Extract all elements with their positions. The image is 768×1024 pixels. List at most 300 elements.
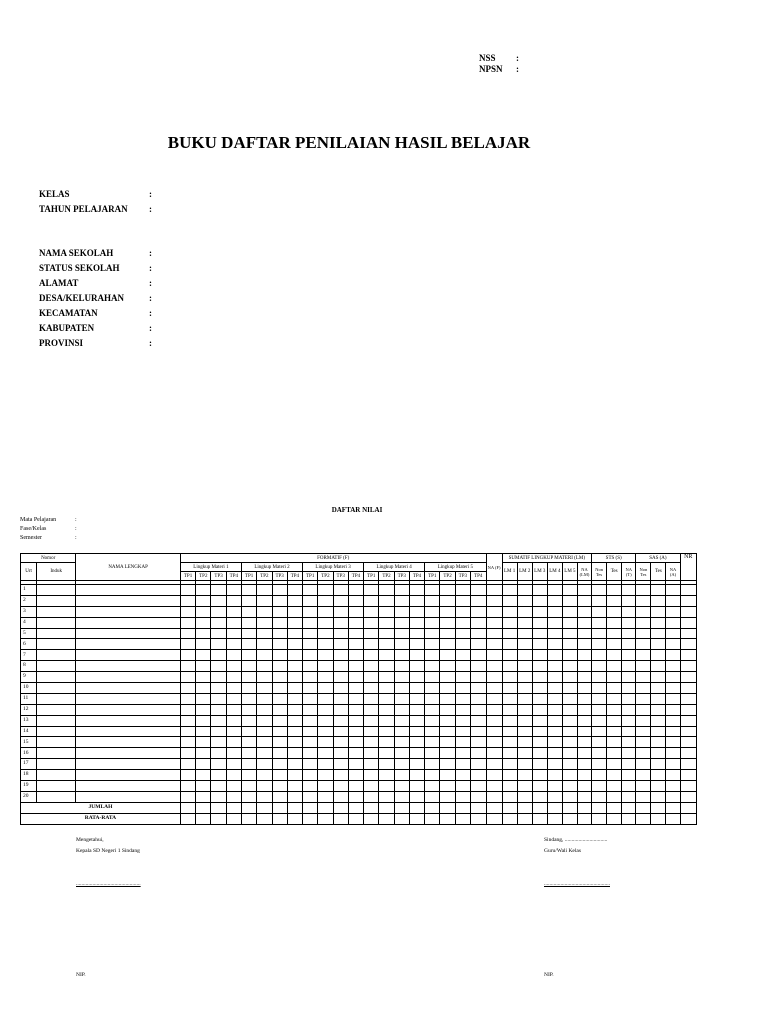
grade-cell	[180, 726, 195, 737]
grade-cell	[680, 606, 696, 617]
grade-cell	[318, 748, 333, 759]
grade-cell	[470, 672, 486, 683]
grade-cell	[440, 704, 455, 715]
grade-cell	[180, 628, 195, 639]
grade-cell	[318, 585, 333, 596]
grade-cell	[364, 639, 379, 650]
info-colon: :	[149, 307, 152, 318]
grade-cell	[440, 802, 455, 813]
grade-cell	[211, 802, 226, 813]
grade-cell	[440, 672, 455, 683]
grade-cell	[409, 639, 424, 650]
grade-cell	[379, 737, 394, 748]
grade-cell	[76, 672, 181, 683]
grade-cell	[532, 672, 547, 683]
grade-cell	[196, 737, 211, 748]
grade-cell	[486, 683, 502, 694]
grade-cell	[318, 715, 333, 726]
grade-cell	[607, 704, 622, 715]
grade-cell	[577, 628, 591, 639]
grade-cell	[517, 748, 532, 759]
grade-cell	[502, 628, 517, 639]
grade-cell	[287, 759, 302, 770]
grade-cell	[455, 715, 470, 726]
grade-cell	[272, 585, 287, 596]
grade-cell	[455, 606, 470, 617]
grade-cell	[517, 628, 532, 639]
table-row	[21, 661, 697, 672]
grade-cell	[37, 715, 76, 726]
grade-cell	[348, 770, 363, 781]
grade-cell	[666, 748, 680, 759]
grade-cell	[607, 693, 622, 704]
col-header-lingkup-materi: Lingkup Materi 2	[241, 563, 302, 572]
grade-cell	[348, 748, 363, 759]
grade-cell	[409, 672, 424, 683]
grade-cell	[636, 781, 651, 792]
grade-cell	[547, 595, 562, 606]
grade-cell	[226, 726, 241, 737]
grade-cell	[636, 628, 651, 639]
daftar-nilai-title: DAFTAR NILAI	[331, 506, 383, 514]
grade-cell	[333, 639, 348, 650]
grade-cell	[211, 595, 226, 606]
grade-cell	[318, 650, 333, 661]
grade-cell	[211, 617, 226, 628]
grade-cell	[226, 595, 241, 606]
grade-cell	[37, 726, 76, 737]
info-row-kelas	[39, 186, 152, 201]
grade-cell	[470, 759, 486, 770]
grade-cell	[455, 639, 470, 650]
grade-cell	[577, 715, 591, 726]
grade-cell	[666, 791, 680, 802]
info-row-kabupaten	[39, 320, 152, 335]
col-header-formatif: FORMATIF (F)	[180, 554, 486, 563]
grade-cell	[577, 617, 591, 628]
grade-cell	[272, 606, 287, 617]
grade-cell	[333, 748, 348, 759]
grade-cell	[211, 606, 226, 617]
grade-cell	[318, 704, 333, 715]
info-row-tahun	[39, 201, 152, 216]
grade-cell	[440, 683, 455, 694]
info-row-kecamatan	[39, 305, 152, 320]
grade-cell	[287, 737, 302, 748]
grade-cell	[226, 628, 241, 639]
grade-cell	[502, 650, 517, 661]
grade-cell	[622, 791, 636, 802]
grade-cell	[651, 704, 666, 715]
grade-cell	[348, 683, 363, 694]
grade-cell	[226, 693, 241, 704]
grade-cell	[226, 802, 241, 813]
grade-cell	[333, 726, 348, 737]
grade-cell	[318, 759, 333, 770]
grade-cell	[666, 617, 680, 628]
grade-cell	[241, 802, 256, 813]
grade-cell	[425, 693, 440, 704]
grade-cell	[333, 672, 348, 683]
grade-cell	[666, 639, 680, 650]
col-header-nama: NAMA LENGKAP	[76, 554, 181, 581]
grade-cell	[547, 715, 562, 726]
grade-cell	[76, 726, 181, 737]
page-title: BUKU DAFTAR PENILAIAN HASIL BELAJAR	[167, 133, 531, 152]
grade-cell	[287, 595, 302, 606]
grade-cell	[577, 661, 591, 672]
grade-cell	[486, 704, 502, 715]
grade-cell	[607, 661, 622, 672]
grade-cell	[502, 770, 517, 781]
grade-cell	[577, 606, 591, 617]
grade-cell	[409, 813, 424, 824]
grade-cell	[651, 802, 666, 813]
col-header-tp: TP4	[470, 572, 486, 581]
grade-cell	[622, 715, 636, 726]
grade-cell	[666, 672, 680, 683]
grade-cell	[532, 715, 547, 726]
grade-cell	[577, 585, 591, 596]
grade-cell	[651, 791, 666, 802]
grade-cell	[257, 650, 272, 661]
grade-cell	[577, 748, 591, 759]
grade-cell	[394, 704, 409, 715]
grade-cell	[622, 672, 636, 683]
grade-cell	[196, 802, 211, 813]
grade-cell	[470, 617, 486, 628]
grade-cell	[257, 704, 272, 715]
grade-cell	[455, 737, 470, 748]
grade-cell	[470, 661, 486, 672]
sign-left-name-line: ...............................................	[76, 881, 141, 887]
grade-cell	[409, 628, 424, 639]
grade-cell	[196, 595, 211, 606]
grade-cell	[272, 715, 287, 726]
info-row-desa	[39, 290, 152, 305]
grade-cell	[303, 791, 318, 802]
grade-cell	[241, 617, 256, 628]
grade-cell	[636, 726, 651, 737]
grade-cell	[532, 813, 547, 824]
grade-cell	[486, 585, 502, 596]
grade-cell	[502, 715, 517, 726]
grade-cell	[364, 715, 379, 726]
grade-cell	[486, 759, 502, 770]
grade-cell	[622, 737, 636, 748]
grade-cell	[547, 726, 562, 737]
col-header-sas-tes: Tes	[651, 563, 666, 581]
row-number: 5	[21, 628, 37, 639]
grade-cell	[455, 759, 470, 770]
grade-cell	[364, 650, 379, 661]
grade-cell	[622, 781, 636, 792]
info-colon: :	[149, 247, 152, 258]
grade-cell	[364, 585, 379, 596]
grade-cell	[425, 628, 440, 639]
info-row-alamat	[39, 275, 152, 290]
col-header-tp: TP1	[425, 572, 440, 581]
grade-cell	[303, 737, 318, 748]
grade-cell	[486, 813, 502, 824]
grade-cell	[333, 661, 348, 672]
grade-cell	[196, 726, 211, 737]
grade-cell	[532, 639, 547, 650]
grade-cell	[241, 791, 256, 802]
grade-cell	[287, 770, 302, 781]
grade-cell	[425, 595, 440, 606]
grade-cell	[425, 813, 440, 824]
grade-cell	[607, 617, 622, 628]
grade-cell	[455, 683, 470, 694]
grade-cell	[455, 704, 470, 715]
col-header-tp: TP4	[409, 572, 424, 581]
col-header-tp: TP2	[196, 572, 211, 581]
grade-cell	[394, 802, 409, 813]
col-header-sts-non-tes: Non Tes	[592, 563, 607, 581]
col-header-sas-non-tes: Non Tes	[636, 563, 651, 581]
grade-cell	[211, 791, 226, 802]
grade-cell	[196, 704, 211, 715]
npsn-colon: :	[516, 64, 519, 74]
grade-cell	[592, 617, 607, 628]
grade-cell	[364, 781, 379, 792]
grade-cell	[364, 672, 379, 683]
grade-cell	[37, 737, 76, 748]
grade-cell	[425, 672, 440, 683]
grade-cell	[257, 585, 272, 596]
grade-cell	[196, 585, 211, 596]
grade-cell	[562, 759, 577, 770]
grade-cell	[333, 606, 348, 617]
grade-cell	[486, 595, 502, 606]
grade-cell	[348, 595, 363, 606]
grade-cell	[318, 628, 333, 639]
grade-cell	[272, 737, 287, 748]
grade-cell	[241, 759, 256, 770]
grade-cell	[379, 606, 394, 617]
grade-cell	[532, 595, 547, 606]
grade-cell	[211, 737, 226, 748]
meta-label: Mata Pelajaran	[20, 517, 57, 523]
grade-cell	[562, 617, 577, 628]
grade-cell	[562, 715, 577, 726]
grade-cell	[364, 661, 379, 672]
grade-cell	[577, 672, 591, 683]
row-number: 1	[21, 585, 37, 596]
grade-cell	[333, 791, 348, 802]
grade-cell	[272, 781, 287, 792]
col-header-na-a: NA (A)	[666, 563, 680, 581]
grade-cell	[257, 606, 272, 617]
grade-cell	[502, 683, 517, 694]
info-label: KABUPATEN	[39, 322, 95, 333]
grade-cell	[409, 737, 424, 748]
grade-cell	[517, 650, 532, 661]
grade-cell	[607, 639, 622, 650]
row-number: 16	[21, 748, 37, 759]
grade-cell	[622, 813, 636, 824]
grade-cell	[379, 650, 394, 661]
grade-cell	[272, 748, 287, 759]
grade-cell	[379, 693, 394, 704]
grade-cell	[318, 606, 333, 617]
grade-cell	[180, 813, 195, 824]
grade-cell	[76, 791, 181, 802]
grade-cell	[37, 683, 76, 694]
grade-cell	[196, 650, 211, 661]
grade-cell	[226, 704, 241, 715]
grade-cell	[37, 704, 76, 715]
grade-cell	[607, 770, 622, 781]
grade-cell	[394, 726, 409, 737]
grade-cell	[303, 693, 318, 704]
col-header-tp: TP2	[257, 572, 272, 581]
sign-left-nip: NIP.	[76, 972, 86, 978]
grade-cell	[680, 683, 696, 694]
grade-cell	[394, 737, 409, 748]
grade-cell	[379, 726, 394, 737]
grade-cell	[440, 617, 455, 628]
grade-cell	[409, 726, 424, 737]
col-header-urt: Urt	[21, 563, 37, 581]
grade-cell	[651, 639, 666, 650]
col-header-lingkup-materi: Lingkup Materi 5	[425, 563, 486, 572]
col-header-tp: TP3	[394, 572, 409, 581]
grade-cell	[379, 683, 394, 694]
grade-cell	[379, 791, 394, 802]
grade-cell	[241, 639, 256, 650]
grade-cell	[196, 748, 211, 759]
grade-cell	[196, 617, 211, 628]
grade-cell	[348, 639, 363, 650]
grade-cell	[622, 748, 636, 759]
grade-cell	[562, 672, 577, 683]
grade-cell	[348, 606, 363, 617]
grade-cell	[76, 661, 181, 672]
grade-cell	[517, 704, 532, 715]
grade-cell	[241, 748, 256, 759]
grade-cell	[409, 802, 424, 813]
grade-cell	[577, 791, 591, 802]
grade-cell	[666, 628, 680, 639]
col-header-lm: LM 2	[517, 563, 532, 581]
grade-cell	[486, 770, 502, 781]
grade-cell	[333, 759, 348, 770]
col-header-tp: TP1	[364, 572, 379, 581]
grade-cell	[622, 617, 636, 628]
grade-cell	[470, 595, 486, 606]
table-row	[21, 781, 697, 792]
grade-cell	[257, 715, 272, 726]
grade-cell	[409, 585, 424, 596]
grade-cell	[318, 737, 333, 748]
grade-cell	[333, 802, 348, 813]
grade-cell	[394, 650, 409, 661]
grade-cell	[502, 704, 517, 715]
grade-cell	[651, 781, 666, 792]
grade-cell	[37, 617, 76, 628]
grade-cell	[455, 802, 470, 813]
grade-cell	[364, 606, 379, 617]
grade-cell	[37, 650, 76, 661]
grade-cell	[409, 781, 424, 792]
grade-cell	[517, 781, 532, 792]
col-header-tp: TP1	[180, 572, 195, 581]
table-row	[21, 639, 697, 650]
info-colon: :	[149, 322, 152, 333]
grade-cell	[287, 693, 302, 704]
signature-right	[544, 835, 607, 857]
grade-cell	[622, 759, 636, 770]
grade-cell	[318, 802, 333, 813]
grade-cell	[532, 737, 547, 748]
grade-cell	[592, 759, 607, 770]
grade-cell	[409, 683, 424, 694]
col-header-lm: LM 4	[547, 563, 562, 581]
grade-cell	[180, 770, 195, 781]
grade-cell	[379, 759, 394, 770]
grade-cell	[394, 813, 409, 824]
grade-cell	[532, 606, 547, 617]
grade-cell	[470, 715, 486, 726]
grade-cell	[577, 639, 591, 650]
grade-cell	[607, 748, 622, 759]
grade-cell	[318, 639, 333, 650]
grade-cell	[394, 595, 409, 606]
grade-cell	[636, 737, 651, 748]
grade-cell	[241, 650, 256, 661]
grade-cell	[287, 781, 302, 792]
meta-colon: :	[75, 526, 77, 532]
grade-cell	[547, 639, 562, 650]
grade-cell	[547, 672, 562, 683]
grade-cell	[470, 704, 486, 715]
grade-cell	[486, 715, 502, 726]
grade-cell	[257, 661, 272, 672]
grade-cell	[622, 726, 636, 737]
grade-cell	[180, 759, 195, 770]
grade-cell	[379, 781, 394, 792]
grade-cell	[440, 791, 455, 802]
grade-cell	[348, 672, 363, 683]
grade-cell	[592, 639, 607, 650]
grade-cell	[666, 813, 680, 824]
grade-cell	[257, 759, 272, 770]
grade-cell	[196, 628, 211, 639]
grade-cell	[517, 672, 532, 683]
grade-cell	[76, 595, 181, 606]
grade-cell	[577, 781, 591, 792]
grade-cell	[680, 628, 696, 639]
grade-cell	[76, 759, 181, 770]
grade-cell	[287, 704, 302, 715]
grade-cell	[348, 726, 363, 737]
grade-cell	[272, 650, 287, 661]
grade-cell	[257, 639, 272, 650]
grade-cell	[607, 726, 622, 737]
grade-cell	[577, 737, 591, 748]
grade-cell	[502, 672, 517, 683]
grade-cell	[440, 650, 455, 661]
grade-cell	[455, 813, 470, 824]
grade-cell	[547, 813, 562, 824]
grade-cell	[562, 606, 577, 617]
grade-cell	[577, 759, 591, 770]
grade-cell	[532, 585, 547, 596]
grade-cell	[272, 639, 287, 650]
grade-cell	[272, 628, 287, 639]
